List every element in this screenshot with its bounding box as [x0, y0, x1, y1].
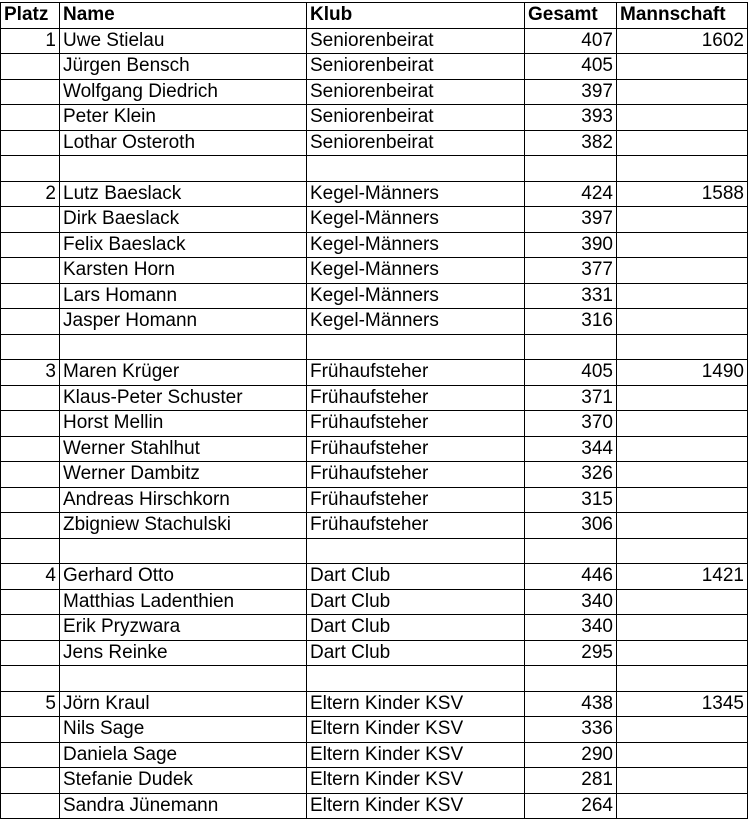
klub-cell: Dart Club: [307, 564, 525, 590]
gesamt-cell: 370: [525, 411, 617, 437]
klub-cell: Dart Club: [307, 589, 525, 615]
gesamt-cell: 340: [525, 589, 617, 615]
klub-cell: Eltern Kinder KSV: [307, 717, 525, 743]
gesamt-cell: 438: [525, 691, 617, 717]
name-cell: Lars Homann: [60, 283, 307, 309]
table-row: [1, 615, 748, 641]
empty-cell: [525, 666, 617, 692]
table-row: [1, 54, 748, 80]
klub-cell: Frühaufsteher: [307, 360, 525, 386]
table-row: [1, 360, 748, 386]
gesamt-cell: 295: [525, 640, 617, 666]
platz-cell: [1, 54, 60, 80]
spacer-row: [1, 156, 748, 182]
mannschaft-cell: [617, 487, 748, 513]
table-row: [1, 283, 748, 309]
empty-cell: [60, 156, 307, 182]
empty-cell: [525, 156, 617, 182]
name-cell: Felix Baeslack: [60, 232, 307, 258]
name-cell: Peter Klein: [60, 105, 307, 131]
platz-cell: 5: [1, 691, 60, 717]
name-cell: Horst Mellin: [60, 411, 307, 437]
gesamt-cell: 393: [525, 105, 617, 131]
gesamt-cell: 340: [525, 615, 617, 641]
gesamt-cell: 264: [525, 793, 617, 819]
mannschaft-cell: 1588: [617, 181, 748, 207]
name-cell: Andreas Hirschkorn: [60, 487, 307, 513]
mannschaft-cell: [617, 385, 748, 411]
mannschaft-cell: [617, 717, 748, 743]
gesamt-cell: 377: [525, 258, 617, 284]
gesamt-cell: 331: [525, 283, 617, 309]
mannschaft-cell: [617, 513, 748, 539]
name-cell: Jürgen Bensch: [60, 54, 307, 80]
platz-cell: [1, 411, 60, 437]
klub-cell: Seniorenbeirat: [307, 105, 525, 131]
table-row: [1, 232, 748, 258]
table-row: [1, 768, 748, 794]
empty-cell: [1, 156, 60, 182]
name-cell: Jörn Kraul: [60, 691, 307, 717]
name-cell: Jasper Homann: [60, 309, 307, 335]
gesamt-cell: 290: [525, 742, 617, 768]
name-cell: Lothar Osteroth: [60, 130, 307, 156]
empty-cell: [60, 666, 307, 692]
gesamt-cell: 407: [525, 28, 617, 54]
name-cell: Klaus-Peter Schuster: [60, 385, 307, 411]
mannschaft-cell: [617, 130, 748, 156]
mannschaft-cell: [617, 462, 748, 488]
klub-cell: Eltern Kinder KSV: [307, 691, 525, 717]
klub-cell: Frühaufsteher: [307, 487, 525, 513]
empty-cell: [617, 666, 748, 692]
table-row: [1, 462, 748, 488]
empty-cell: [307, 666, 525, 692]
klub-cell: Dart Club: [307, 640, 525, 666]
table-row: [1, 487, 748, 513]
mannschaft-cell: [617, 742, 748, 768]
klub-cell: Kegel-Männers: [307, 258, 525, 284]
platz-cell: 2: [1, 181, 60, 207]
name-cell: Werner Dambitz: [60, 462, 307, 488]
ranking-table: [0, 2, 748, 819]
gesamt-cell: 306: [525, 513, 617, 539]
table-row: [1, 79, 748, 105]
name-cell: Dirk Baeslack: [60, 207, 307, 233]
mannschaft-cell: [617, 232, 748, 258]
name-cell: Sandra Jünemann: [60, 793, 307, 819]
name-cell: Uwe Stielau: [60, 28, 307, 54]
platz-cell: [1, 258, 60, 284]
gesamt-cell: 315: [525, 487, 617, 513]
mannschaft-cell: [617, 640, 748, 666]
gesamt-cell: 336: [525, 717, 617, 743]
mannschaft-cell: [617, 768, 748, 794]
empty-cell: [525, 334, 617, 360]
empty-cell: [617, 538, 748, 564]
mannschaft-cell: [617, 105, 748, 131]
spacer-row: [1, 666, 748, 692]
table-row: [1, 309, 748, 335]
table-row: [1, 207, 748, 233]
mannschaft-cell: [617, 258, 748, 284]
klub-cell: Kegel-Männers: [307, 181, 525, 207]
empty-cell: [60, 334, 307, 360]
table-row: [1, 411, 748, 437]
platz-cell: [1, 309, 60, 335]
platz-cell: [1, 513, 60, 539]
empty-cell: [1, 538, 60, 564]
table-body: [1, 28, 748, 819]
klub-cell: Frühaufsteher: [307, 411, 525, 437]
klub-cell: Kegel-Männers: [307, 283, 525, 309]
name-cell: Erik Pryzwara: [60, 615, 307, 641]
platz-cell: 3: [1, 360, 60, 386]
klub-cell: Frühaufsteher: [307, 462, 525, 488]
name-cell: Matthias Ladenthien: [60, 589, 307, 615]
mannschaft-cell: 1602: [617, 28, 748, 54]
klub-cell: Eltern Kinder KSV: [307, 742, 525, 768]
table-row: [1, 717, 748, 743]
table-row: [1, 640, 748, 666]
name-cell: Nils Sage: [60, 717, 307, 743]
gesamt-cell: 397: [525, 207, 617, 233]
table-row: [1, 793, 748, 819]
table-row: [1, 513, 748, 539]
platz-cell: [1, 742, 60, 768]
gesamt-cell: 316: [525, 309, 617, 335]
platz-cell: [1, 768, 60, 794]
empty-cell: [525, 538, 617, 564]
platz-cell: [1, 207, 60, 233]
mannschaft-cell: [617, 79, 748, 105]
table-row: [1, 742, 748, 768]
empty-cell: [307, 156, 525, 182]
gesamt-cell: 405: [525, 54, 617, 80]
klub-cell: Kegel-Männers: [307, 207, 525, 233]
platz-cell: [1, 640, 60, 666]
header-mannschaft: Mannschaft: [617, 3, 748, 29]
gesamt-cell: 281: [525, 768, 617, 794]
klub-cell: Frühaufsteher: [307, 385, 525, 411]
mannschaft-cell: [617, 436, 748, 462]
klub-cell: Seniorenbeirat: [307, 28, 525, 54]
platz-cell: [1, 79, 60, 105]
table-row: [1, 589, 748, 615]
platz-cell: [1, 130, 60, 156]
platz-cell: [1, 589, 60, 615]
table-row: [1, 385, 748, 411]
header-row: [1, 3, 748, 29]
gesamt-cell: 382: [525, 130, 617, 156]
mannschaft-cell: 1421: [617, 564, 748, 590]
klub-cell: Kegel-Männers: [307, 232, 525, 258]
gesamt-cell: 405: [525, 360, 617, 386]
header-platz: Platz: [1, 3, 60, 29]
name-cell: Werner Stahlhut: [60, 436, 307, 462]
table-row: [1, 28, 748, 54]
empty-cell: [307, 334, 525, 360]
mannschaft-cell: [617, 793, 748, 819]
name-cell: Gerhard Otto: [60, 564, 307, 590]
klub-cell: Seniorenbeirat: [307, 130, 525, 156]
gesamt-cell: 446: [525, 564, 617, 590]
table-row: [1, 691, 748, 717]
name-cell: Wolfgang Diedrich: [60, 79, 307, 105]
table-row: [1, 564, 748, 590]
klub-cell: Eltern Kinder KSV: [307, 768, 525, 794]
name-cell: Lutz Baeslack: [60, 181, 307, 207]
header-klub: Klub: [307, 3, 525, 29]
name-cell: Maren Krüger: [60, 360, 307, 386]
name-cell: Jens Reinke: [60, 640, 307, 666]
klub-cell: Eltern Kinder KSV: [307, 793, 525, 819]
spacer-row: [1, 334, 748, 360]
name-cell: Stefanie Dudek: [60, 768, 307, 794]
platz-cell: [1, 232, 60, 258]
platz-cell: [1, 385, 60, 411]
table-row: [1, 105, 748, 131]
platz-cell: 1: [1, 28, 60, 54]
mannschaft-cell: [617, 589, 748, 615]
name-cell: Karsten Horn: [60, 258, 307, 284]
mannschaft-cell: [617, 615, 748, 641]
mannschaft-cell: [617, 309, 748, 335]
header-name: Name: [60, 3, 307, 29]
table-row: [1, 436, 748, 462]
klub-cell: Dart Club: [307, 615, 525, 641]
empty-cell: [617, 334, 748, 360]
gesamt-cell: 344: [525, 436, 617, 462]
platz-cell: [1, 793, 60, 819]
klub-cell: Seniorenbeirat: [307, 54, 525, 80]
klub-cell: Frühaufsteher: [307, 436, 525, 462]
table-row: [1, 181, 748, 207]
gesamt-cell: 390: [525, 232, 617, 258]
platz-cell: [1, 615, 60, 641]
table-row: [1, 258, 748, 284]
gesamt-cell: 424: [525, 181, 617, 207]
name-cell: Daniela Sage: [60, 742, 307, 768]
empty-cell: [307, 538, 525, 564]
mannschaft-cell: 1490: [617, 360, 748, 386]
klub-cell: Frühaufsteher: [307, 513, 525, 539]
klub-cell: Seniorenbeirat: [307, 79, 525, 105]
gesamt-cell: 326: [525, 462, 617, 488]
empty-cell: [617, 156, 748, 182]
spacer-row: [1, 538, 748, 564]
table-row: [1, 130, 748, 156]
mannschaft-cell: [617, 411, 748, 437]
platz-cell: 4: [1, 564, 60, 590]
platz-cell: [1, 462, 60, 488]
mannschaft-cell: 1345: [617, 691, 748, 717]
empty-cell: [1, 666, 60, 692]
empty-cell: [1, 334, 60, 360]
klub-cell: Kegel-Männers: [307, 309, 525, 335]
mannschaft-cell: [617, 54, 748, 80]
header-gesamt: Gesamt: [525, 3, 617, 29]
platz-cell: [1, 487, 60, 513]
platz-cell: [1, 283, 60, 309]
platz-cell: [1, 105, 60, 131]
mannschaft-cell: [617, 283, 748, 309]
empty-cell: [60, 538, 307, 564]
gesamt-cell: 371: [525, 385, 617, 411]
gesamt-cell: 397: [525, 79, 617, 105]
platz-cell: [1, 717, 60, 743]
mannschaft-cell: [617, 207, 748, 233]
name-cell: Zbigniew Stachulski: [60, 513, 307, 539]
platz-cell: [1, 436, 60, 462]
